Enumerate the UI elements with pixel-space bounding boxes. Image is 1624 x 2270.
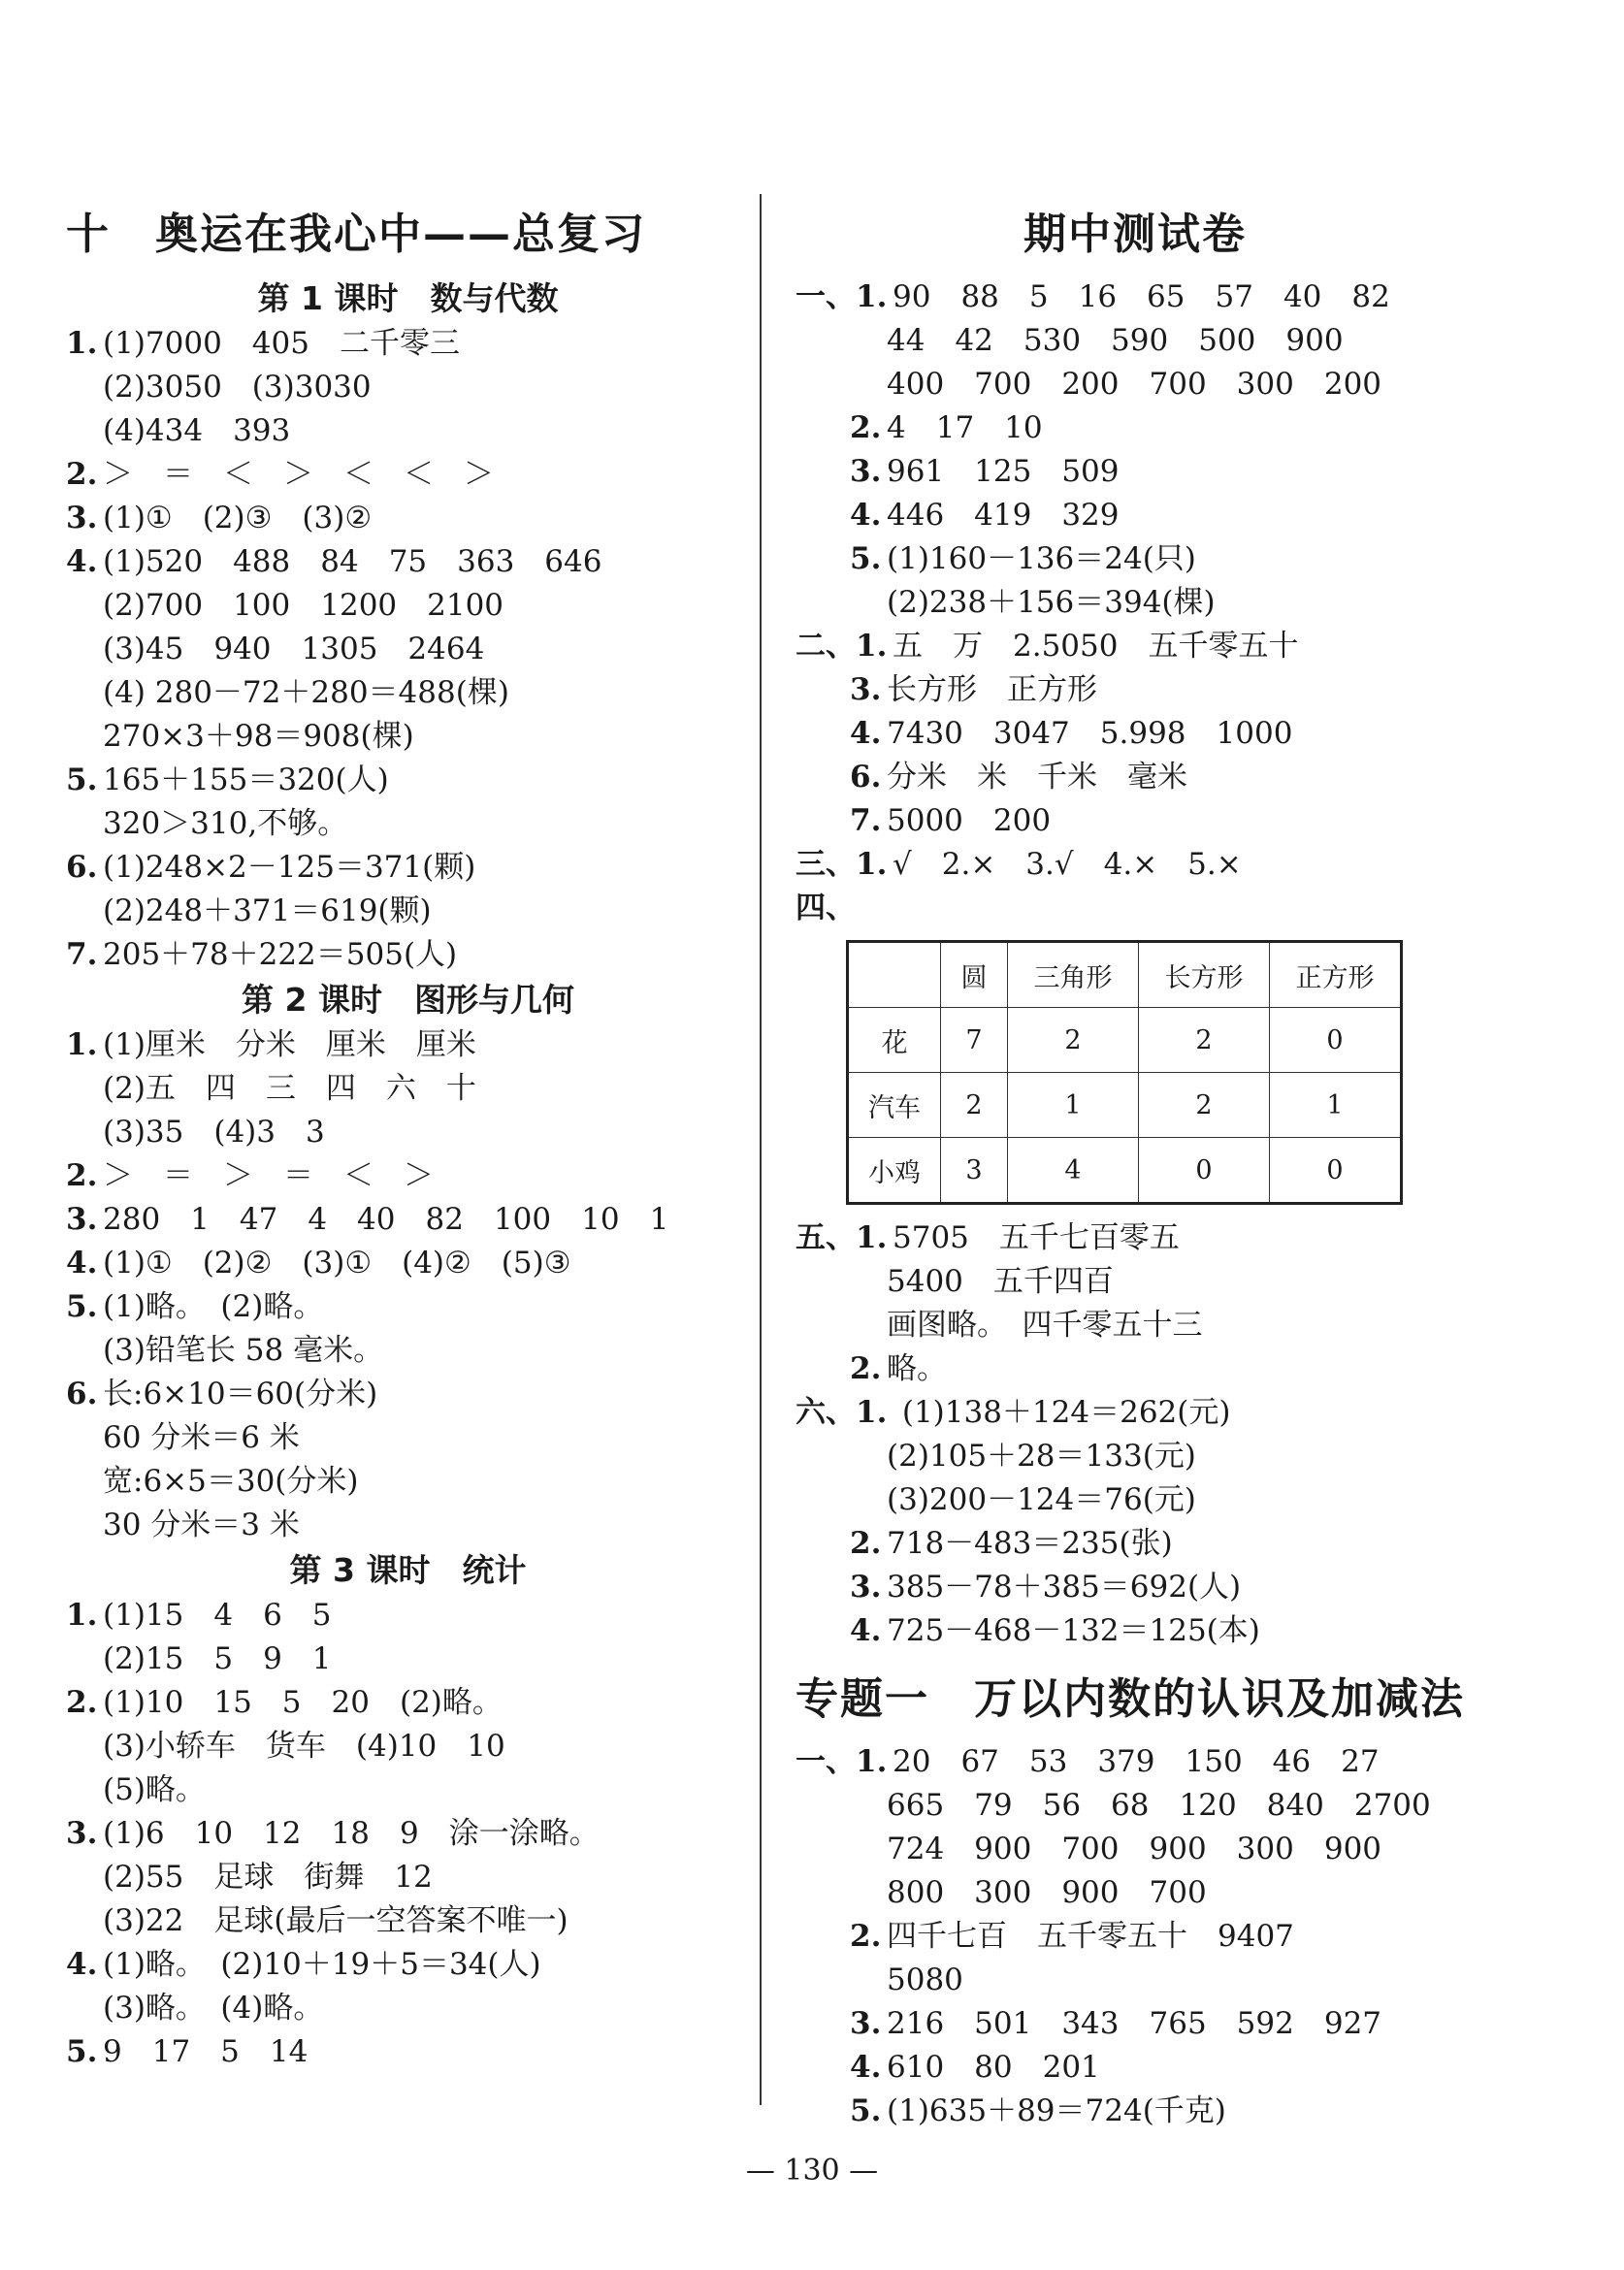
answer-line [66, 1943, 750, 1987]
table-cell: 2 [1139, 1073, 1270, 1138]
table-cell: 2 [1139, 1008, 1270, 1073]
answer-line [66, 671, 750, 715]
table-cell: 2 [941, 1073, 1008, 1138]
answer-text: (2)3050 (3)3030 [103, 370, 372, 405]
answer-text: 718－483＝235(张) [887, 1526, 1173, 1561]
answer-line [66, 1460, 750, 1504]
answer-text: 60 分米＝6 米 [103, 1420, 300, 1455]
answer-line [796, 1391, 1475, 1435]
answer-line [66, 1725, 750, 1768]
answer-line [66, 453, 750, 497]
question-number: 1. [66, 1598, 98, 1633]
answer-text: (2)15 5 9 1 [103, 1641, 332, 1676]
lessons-container [66, 276, 750, 2074]
answer-text: 5000 200 [887, 803, 1052, 838]
answer-text: 9 17 5 14 [103, 2034, 309, 2069]
answer-text: 4 17 10 [887, 410, 1043, 445]
answer-text: (2)238＋156＝394(棵) [887, 585, 1216, 620]
section-marker: 二、 [796, 629, 856, 664]
lesson-heading: 第 3 课时 统计 [289, 1551, 527, 1589]
answer-text: 385－78＋385＝692(人) [887, 1570, 1242, 1605]
chapter-title: 十 奥运在我心中——总复习 [66, 210, 646, 259]
answer-text: 画图略。 四千零五十三 [887, 1308, 1203, 1343]
answer-line [796, 1740, 1475, 1784]
answer-line [796, 2002, 1475, 2046]
table-cell: 0 [1270, 1008, 1402, 1073]
answer-line [66, 1198, 750, 1242]
answer-line [66, 890, 750, 933]
answer-line [66, 1638, 750, 1681]
answer-text: (1)7000 405 二千零三 [103, 326, 460, 361]
answer-text: 44 42 530 590 500 900 [887, 323, 1344, 358]
answer-line [796, 1260, 1475, 1304]
question-number: 3. [66, 1202, 98, 1237]
answer-line [66, 1329, 750, 1373]
section-marker: 六、 [796, 1395, 856, 1430]
answer-text: √ 2.× 3.√ 4.× 5.× [893, 847, 1242, 882]
answer-line [66, 1856, 750, 1899]
answer-line [66, 1681, 750, 1725]
answer-line [66, 1416, 750, 1460]
right-column [796, 194, 1475, 2133]
section-marker: 一、 [796, 1744, 856, 1779]
answer-line [66, 759, 750, 802]
answer-text: 五 万 2.5050 五千零五十 [893, 629, 1299, 664]
answer-text: (2)700 100 1200 2100 [103, 588, 504, 623]
answer-text: 320＞310,不够。 [103, 806, 348, 841]
answer-text: 长:6×10＝60(分米) [103, 1377, 378, 1411]
table-cell: 1 [1270, 1073, 1402, 1138]
answer-text: 724 900 700 900 300 900 [887, 1832, 1382, 1866]
answer-text: (2)五 四 三 四 六 十 [103, 1071, 476, 1106]
answer-line [66, 584, 750, 628]
section-marker: 五、 [796, 1220, 856, 1255]
answer-text: (2)248＋371＝619(颗) [103, 893, 432, 928]
question-number: 4. [66, 544, 98, 579]
question-number: 4. [66, 1947, 98, 1982]
question-number: 2. [66, 457, 98, 492]
question-number: 5. [66, 1289, 98, 1324]
answer-text: (1)① (2)② (3)① (4)② (5)③ [103, 1246, 571, 1281]
question-number: 2. [850, 1919, 882, 1954]
question-number: 7. [66, 937, 98, 972]
answer-line [796, 1216, 1475, 1260]
question-number: 6. [66, 850, 98, 885]
answer-text: (3)45 940 1305 2464 [103, 632, 485, 666]
answer-text: (1)635＋89＝724(千克) [887, 2093, 1226, 2128]
table-cell: 1 [1008, 1073, 1139, 1138]
answer-line [66, 1899, 750, 1943]
answer-text: (2)55 足球 街舞 12 [103, 1860, 433, 1895]
table-row [848, 1008, 1402, 1073]
answer-text: (1)6 10 12 18 9 涂一涂略。 [103, 1816, 600, 1851]
question-number: 1. [856, 1395, 888, 1430]
answer-line [66, 1504, 750, 1547]
question-number: 6. [850, 760, 882, 794]
table-header-cell: 三角形 [1008, 942, 1139, 1008]
answer-line [796, 1828, 1475, 1871]
answer-text: (3)略。 (4)略。 [103, 1991, 324, 2026]
answer-text: ＞ ＝ ＜ ＞ ＜ ＜ ＞ [103, 457, 494, 492]
answer-line [66, 1154, 750, 1198]
shape-count-table [846, 940, 1403, 1205]
question-number: 2. [850, 410, 882, 445]
answer-text: (1)248×2－125＝371(颗) [103, 850, 476, 885]
answer-text: 800 300 900 700 [887, 1875, 1207, 1910]
answer-text: 400 700 200 700 300 200 [887, 367, 1382, 402]
answer-text: 5080 [887, 1962, 963, 1997]
table-cell: 7 [941, 1008, 1008, 1073]
answer-line [66, 1285, 750, 1329]
table-cell: 2 [1008, 1008, 1139, 1073]
lesson-answers [66, 1023, 750, 1547]
question-number: 1. [856, 1744, 888, 1779]
question-number: 1. [856, 629, 888, 664]
answer-text: 略。 [887, 1351, 947, 1386]
answer-line [796, 1522, 1475, 1566]
question-number: 3. [850, 672, 882, 707]
section-marker: 四、 [796, 891, 856, 925]
answer-line [66, 1023, 750, 1067]
answer-line [796, 1959, 1475, 2002]
answer-line [66, 1768, 750, 1812]
answer-line [796, 406, 1475, 450]
midterm-answers-part2 [796, 1216, 1475, 1653]
answer-line [66, 802, 750, 846]
answer-text: (3)铅笔长 58 毫米。 [103, 1333, 384, 1368]
question-number: 5. [66, 762, 98, 797]
table-row [848, 1073, 1402, 1138]
answer-line [66, 1111, 750, 1154]
answer-line [796, 1347, 1475, 1391]
question-number: 5. [850, 2093, 882, 2128]
answer-text: 7430 3047 5.998 1000 [887, 716, 1293, 751]
answer-line [796, 1915, 1475, 1959]
table-cell: 汽车 [848, 1073, 941, 1138]
answer-text: (4) 280－72＋280＝488(棵) [103, 675, 509, 710]
answer-line [66, 409, 750, 453]
answer-text: 280 1 47 4 40 82 100 10 1 [103, 1202, 669, 1237]
table-cell: 4 [1008, 1138, 1139, 1204]
answer-line [796, 843, 1475, 887]
answer-line [796, 537, 1475, 581]
answer-text: (3)35 (4)3 3 [103, 1115, 325, 1150]
answer-line [66, 715, 750, 759]
answer-text: (1)520 488 84 75 363 646 [103, 544, 602, 579]
table-header-cell: 正方形 [1270, 942, 1402, 1008]
answer-text: 725－468－132＝125(本) [887, 1613, 1260, 1648]
question-number: 4. [66, 1246, 98, 1281]
answer-text: 961 125 509 [887, 454, 1120, 489]
answer-line [66, 366, 750, 409]
answer-line [796, 494, 1475, 537]
answer-text: 665 79 56 68 120 840 2700 [887, 1788, 1431, 1823]
question-number: 1. [856, 279, 888, 314]
question-number: 7. [850, 803, 882, 838]
question-number: 2. [66, 1158, 98, 1193]
question-number: 2. [850, 1351, 882, 1386]
question-number: 4. [850, 2050, 882, 2085]
answer-text: 宽:6×5＝30(分米) [103, 1464, 359, 1499]
question-number: 3. [850, 454, 882, 489]
question-number: 4. [850, 716, 882, 751]
answer-text: 四千七百 五千零五十 9407 [887, 1919, 1294, 1954]
answer-line [796, 1478, 1475, 1522]
table-header-cell: 长方形 [1139, 942, 1270, 1008]
answer-text: 270×3＋98＝908(棵) [103, 719, 414, 754]
answer-line [796, 1435, 1475, 1478]
answer-line [796, 1566, 1475, 1609]
answer-line [796, 450, 1475, 494]
answer-text: 165＋155＝320(人) [103, 762, 389, 797]
table-cell: 小鸡 [848, 1138, 941, 1204]
question-number: 3. [66, 1816, 98, 1851]
answer-text: ＞ ＝ ＞ ＝ ＜ ＞ [103, 1158, 434, 1193]
question-number: 1. [856, 1220, 888, 1255]
question-number: 3. [66, 501, 98, 535]
answer-line [796, 581, 1475, 625]
topic-title: 专题一 万以内数的认识及加减法 [796, 1674, 1465, 1724]
left-column [66, 194, 750, 2074]
answer-text: (2)105＋28＝133(元) [887, 1439, 1196, 1474]
answer-line [66, 628, 750, 671]
answer-line [796, 2046, 1475, 2090]
answer-line [66, 322, 750, 366]
answer-text: 216 501 343 765 592 927 [887, 2006, 1382, 2041]
answer-text: 长方形 正方形 [887, 672, 1097, 707]
question-number: 5. [850, 541, 882, 576]
lesson-heading: 第 1 课时 数与代数 [257, 279, 559, 317]
answer-text: (1)略。 (2)略。 [103, 1289, 324, 1324]
question-number: 1. [856, 847, 888, 882]
answer-text: 90 88 5 16 65 57 40 82 [893, 279, 1390, 314]
section-marker: 一、 [796, 279, 856, 314]
answer-line [796, 712, 1475, 756]
answer-line [796, 756, 1475, 799]
table-cell: 0 [1270, 1138, 1402, 1204]
answer-line [66, 1594, 750, 1638]
answer-line [796, 1784, 1475, 1828]
question-number: 1. [66, 1027, 98, 1062]
table-header-row [848, 942, 1402, 1008]
lesson-heading: 第 2 课时 图形与几何 [242, 981, 574, 1019]
table-cell: 花 [848, 1008, 941, 1073]
answer-line [796, 319, 1475, 363]
answer-line [796, 668, 1475, 712]
question-number: 2. [66, 1685, 98, 1720]
answer-line [796, 363, 1475, 406]
table-cell: 0 [1139, 1138, 1270, 1204]
answer-line [66, 1067, 750, 1111]
answer-text: 205＋78＋222＝505(人) [103, 937, 458, 972]
answer-text: (1)10 15 5 20 (2)略。 [103, 1685, 503, 1720]
column-divider [760, 194, 762, 2105]
answer-text: 5705 五千七百零五 [893, 1220, 1180, 1255]
answer-line [66, 933, 750, 977]
answer-line [66, 1242, 750, 1285]
answer-line [66, 1373, 750, 1416]
page-number: — 130 — [745, 2154, 879, 2188]
midterm-answers-part1 [796, 276, 1475, 930]
section-marker: 三、 [796, 847, 856, 882]
answer-line [66, 1987, 750, 2030]
answer-line [796, 625, 1475, 668]
table-cell: 3 [941, 1138, 1008, 1204]
answer-line [66, 1812, 750, 1856]
answer-line [796, 887, 1475, 930]
answer-line [66, 846, 750, 890]
table-header-cell [848, 942, 941, 1008]
answer-text: 5400 五千四百 [887, 1264, 1114, 1299]
answer-text: (1)160－136＝24(只) [887, 541, 1196, 576]
question-number: 3. [850, 1570, 882, 1605]
answer-line [66, 497, 750, 540]
topic-answers [796, 1740, 1475, 2133]
answer-text: (1)厘米 分米 厘米 厘米 [103, 1027, 476, 1062]
answer-line [796, 276, 1475, 319]
question-number: 2. [850, 1526, 882, 1561]
question-number: 5. [66, 2034, 98, 2069]
answer-text: (1)15 4 6 5 [103, 1598, 332, 1633]
answer-text: 30 分米＝3 米 [103, 1508, 300, 1542]
answer-text: 446 419 329 [887, 498, 1120, 533]
answer-text: 20 67 53 379 150 46 27 [893, 1744, 1380, 1779]
lesson-answers [66, 322, 750, 977]
answer-text: (3)小轿车 货车 (4)10 10 [103, 1729, 505, 1764]
answer-text: (3)22 足球(最后一空答案不唯一) [103, 1903, 568, 1938]
answer-line [66, 540, 750, 584]
answer-text: (5)略。 [103, 1772, 206, 1807]
question-number: 1. [66, 326, 98, 361]
answer-line [796, 1871, 1475, 1915]
table-header-cell: 圆 [941, 942, 1008, 1008]
answer-text: (3)200－124＝76(元) [887, 1482, 1196, 1517]
question-number: 4. [850, 498, 882, 533]
answer-text: 分米 米 千米 毫米 [887, 760, 1187, 794]
table-row [848, 1138, 1402, 1204]
answer-line [796, 2090, 1475, 2133]
lesson-answers [66, 1594, 750, 2074]
answer-line [796, 1609, 1475, 1653]
answer-text: (1)138＋124＝262(元) [893, 1395, 1231, 1430]
answer-line [796, 1304, 1475, 1347]
question-number: 4. [850, 1613, 882, 1648]
question-number: 6. [66, 1377, 98, 1411]
answer-text: 610 80 201 [887, 2050, 1100, 2085]
answer-text: (4)434 393 [103, 413, 291, 448]
answer-text: (1)略。 (2)10＋19＋5＝34(人) [103, 1947, 541, 1982]
answer-line [796, 799, 1475, 843]
answer-line [66, 2030, 750, 2074]
question-number: 3. [850, 2006, 882, 2041]
answer-text: (1)① (2)③ (3)② [103, 501, 373, 535]
midterm-title: 期中测试卷 [1023, 210, 1247, 259]
